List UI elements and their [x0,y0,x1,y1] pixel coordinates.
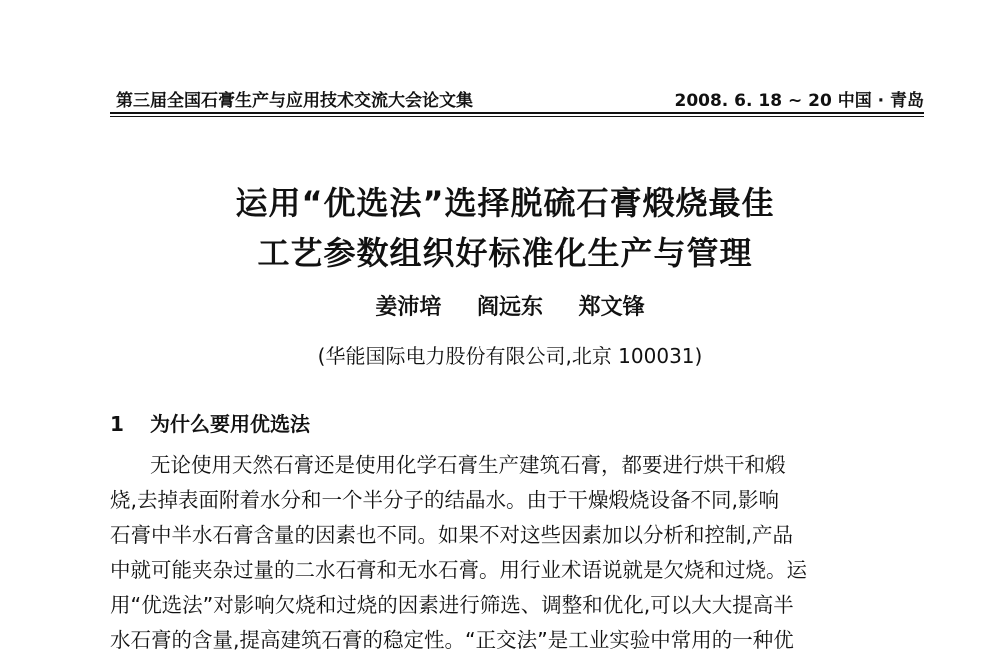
section-number: 1 [110,412,124,436]
running-header [110,84,924,110]
paragraph-line: 烧,去掉表面附着水分和一个半分子的结晶水。由于干燥煅烧设备不同,影响 [110,488,780,512]
paragraph-line: 无论使用天然石膏还是使用化学石膏生产建筑石膏，都要进行烘干和煅 [150,453,786,477]
section-heading [110,408,310,437]
paragraph-line: 用“优选法”对影响欠烧和过烧的因素进行筛选、调整和优化,可以大大提高半 [110,593,794,617]
proceedings-title: 第三届全国石膏生产与应用技术交流大会论文集 [116,91,473,111]
paper-title-line-2: 工艺参数组织好标准化生产与管理 [257,234,753,272]
paragraph-line: 中就可能夹杂过量的二水石膏和无水石膏。用行业术语说就是欠烧和过烧。运 [110,558,807,582]
paragraph-line: 石膏中半水石膏含量的因素也不同。如果不对这些因素加以分析和控制,产品 [110,523,794,547]
author-list: 姜沛培 阎远东 郑文锋 [375,294,645,320]
author-affiliation: (华能国际电力股份有限公司,北京 100031) [317,344,703,368]
paragraph-line: 水石膏的含量,提高建筑石膏的稳定性。“正交法”是工业实验中常用的一种优 [110,628,794,652]
paper-title-line-1: 运用“优选法”选择脱硫石膏煅烧最佳 [235,184,775,222]
body-paragraph [110,448,925,658]
section-title: 为什么要用优选法 [150,412,310,436]
header-rule-thin [110,116,924,117]
conference-date-location: 2008. 6. 18 ~ 20 中国 · 青岛 [674,91,924,111]
header-rule-thick [110,112,924,114]
